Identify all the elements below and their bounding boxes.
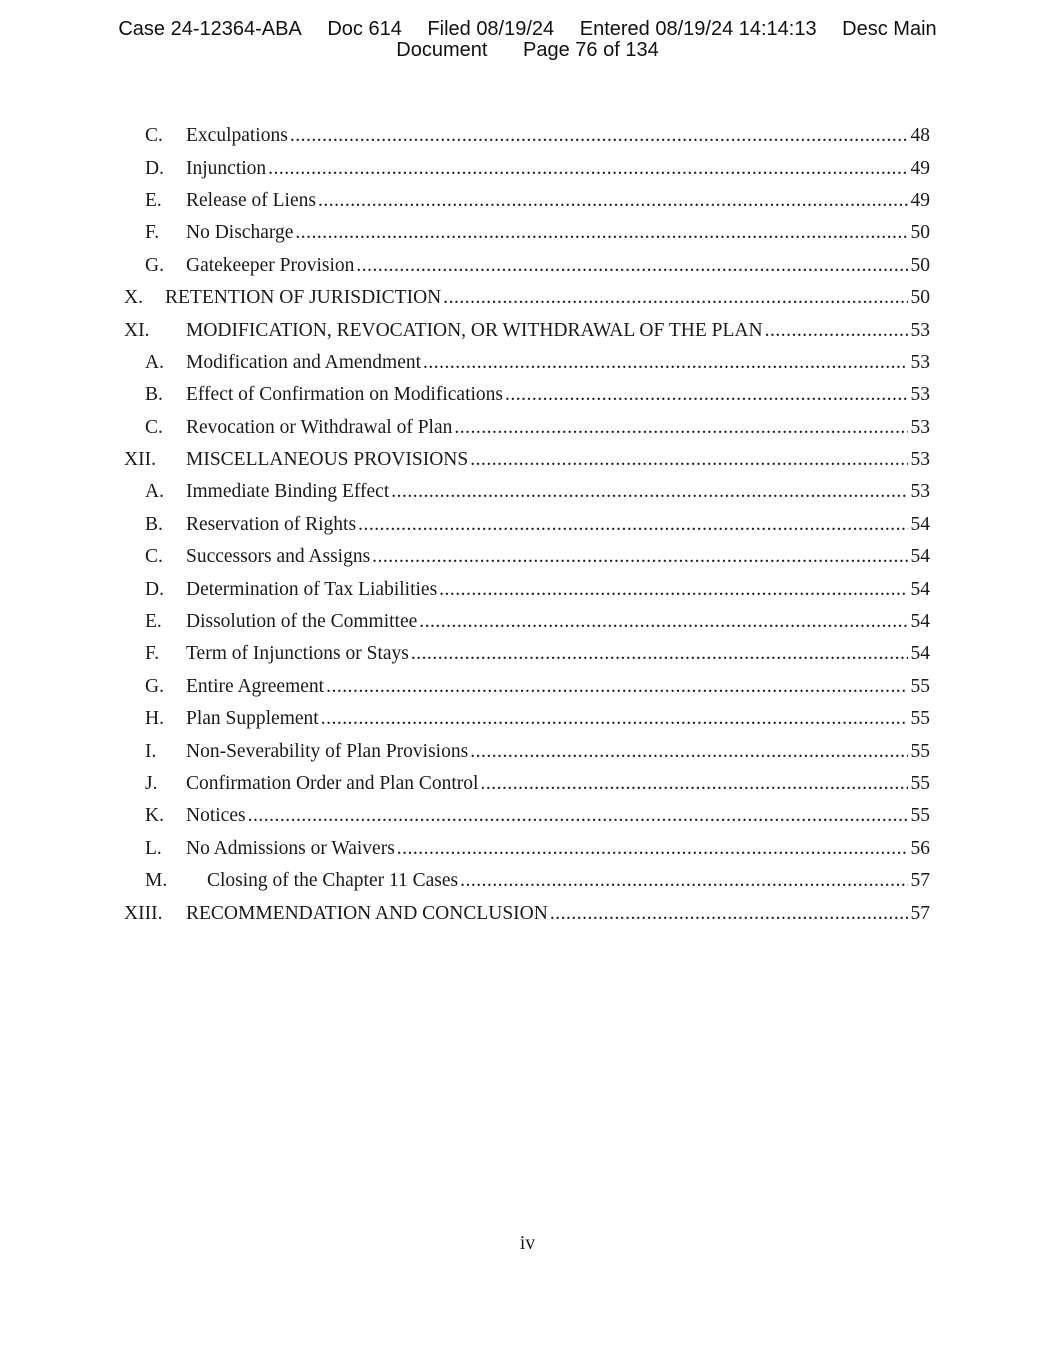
desc-label: Desc Main	[842, 18, 937, 40]
toc-entry-page: 49	[910, 189, 930, 211]
toc-entry	[124, 800, 930, 832]
toc-dot-leader	[443, 287, 907, 309]
toc-entry-title: Term of Injunctions or Stays	[186, 643, 409, 665]
toc-entry-title: MODIFICATION, REVOCATION, OR WITHDRAWAL OF THE PLAN	[186, 319, 763, 341]
header-line-2	[0, 40, 1055, 61]
toc-entry	[124, 638, 930, 670]
toc-dot-leader	[356, 255, 907, 277]
court-filing-header	[0, 19, 1055, 61]
toc-entry-number: A.	[145, 481, 164, 503]
toc-entry	[124, 120, 930, 152]
document-label: Document	[396, 39, 488, 61]
toc-entry	[124, 606, 930, 638]
case-number: Case 24-12364-ABA	[118, 18, 302, 40]
toc-dot-leader	[391, 481, 907, 503]
page-count: Page 76 of 134	[523, 39, 659, 61]
toc-entry	[124, 541, 930, 573]
toc-section	[124, 897, 930, 929]
toc-dot-leader	[550, 903, 908, 925]
toc-entry-title: Non-Severability of Plan Provisions	[186, 740, 469, 762]
toc-dot-leader	[439, 579, 907, 601]
toc-entry-title: Exculpations	[186, 125, 288, 147]
toc-entry-page: 53	[910, 449, 930, 471]
toc-entry-title: Reservation of Rights	[186, 513, 357, 535]
toc-entry-page: 55	[910, 740, 930, 762]
toc-entry-number: E.	[145, 189, 162, 211]
toc-entry-page: 53	[910, 351, 930, 373]
toc-entry-number: G.	[145, 675, 164, 697]
entered-date: Entered 08/19/24 14:14:13	[579, 18, 817, 40]
toc-entry-number: M.	[145, 870, 168, 892]
toc-entry-title: RECOMMENDATION AND CONCLUSION	[186, 902, 548, 924]
toc-dot-leader	[321, 708, 908, 730]
doc-number: Doc 614	[327, 18, 402, 40]
toc-entry-title: No Discharge	[186, 222, 294, 244]
toc-dot-leader	[470, 449, 907, 471]
toc-dot-leader	[248, 805, 908, 827]
toc-dot-leader	[423, 352, 907, 374]
toc-dot-leader	[454, 417, 907, 439]
toc-entry-title: Notices	[186, 805, 246, 827]
toc-entry-page: 48	[910, 125, 930, 147]
toc-entry	[124, 865, 930, 897]
toc-entry-page: 54	[910, 643, 930, 665]
toc-entry-number: D.	[145, 578, 164, 600]
toc-entry-number: C.	[145, 546, 163, 568]
toc-dot-leader	[505, 384, 908, 406]
toc-dot-leader	[268, 158, 907, 180]
toc-entry	[124, 833, 930, 865]
toc-entry-number: X.	[124, 287, 143, 309]
toc-entry-number: H.	[145, 708, 164, 730]
toc-dot-leader	[358, 514, 907, 536]
filed-date: Filed 08/19/24	[427, 18, 555, 40]
toc-entry-number: XI.	[124, 319, 150, 341]
toc-entry-number: XIII.	[124, 902, 163, 924]
toc-section	[124, 444, 930, 476]
toc-entry-number: F.	[145, 222, 160, 244]
toc-entry-page: 53	[910, 384, 930, 406]
toc-entry	[124, 703, 930, 735]
toc-entry-page: 55	[910, 773, 930, 794]
toc-entry-page: 57	[910, 902, 930, 924]
toc-entry	[124, 573, 930, 605]
toc-entry-title: Modification and Amendment	[186, 351, 422, 373]
toc-entry-title: Revocation or Withdrawal of Plan	[186, 416, 453, 438]
toc-entry-title: Gatekeeper Provision	[186, 254, 355, 276]
toc-entry	[124, 152, 930, 184]
toc-entry-title: Confirmation Order and Plan Control	[186, 773, 479, 794]
toc-entry-page: 53	[910, 481, 930, 503]
toc-entry-number: G.	[145, 254, 164, 276]
toc-dot-leader	[411, 643, 908, 665]
page-number-footer: iv	[519, 1233, 536, 1254]
toc-entry-page: 55	[910, 708, 930, 730]
toc-entry-page: 49	[910, 157, 930, 179]
toc-entry	[124, 671, 930, 703]
toc-dot-leader	[372, 546, 907, 568]
toc-entry	[124, 768, 930, 800]
toc-entry	[124, 347, 930, 379]
toc-entry-title: Immediate Binding Effect	[186, 481, 390, 503]
toc-entry-number: XII.	[124, 449, 156, 471]
toc-section	[124, 282, 930, 314]
toc-entry-title: RETENTION OF JURISDICTION	[165, 287, 442, 309]
toc-entry-number: L.	[145, 837, 162, 859]
toc-entry-page: 55	[910, 805, 930, 827]
toc-entry	[124, 509, 930, 541]
toc-entry-number: E.	[145, 611, 162, 633]
toc-entry-title: No Admissions or Waivers	[186, 837, 395, 859]
toc-dot-leader	[765, 320, 908, 342]
toc-entry	[124, 379, 930, 411]
toc-entry-page: 50	[910, 287, 930, 309]
header-line-1	[0, 19, 1055, 40]
toc-entry-page: 50	[910, 222, 930, 244]
toc-entry-page: 54	[910, 611, 930, 633]
toc-entry-title: MISCELLANEOUS PROVISIONS	[186, 449, 469, 471]
toc-entry-number: A.	[145, 351, 164, 373]
toc-entry	[124, 476, 930, 508]
toc-dot-leader	[318, 190, 908, 212]
toc-entry-title: Effect of Confirmation on Modifications	[186, 384, 503, 406]
toc-section	[124, 314, 930, 346]
toc-entry-number: C.	[145, 416, 163, 438]
toc-entry-page: 53	[910, 416, 930, 438]
toc-entry-title: Dissolution of the Committee	[186, 611, 418, 633]
toc-entry	[124, 185, 930, 217]
toc-entry-page: 54	[910, 546, 930, 568]
toc-entry-page: 50	[910, 254, 930, 276]
toc-entry-title: Successors and Assigns	[186, 546, 371, 568]
toc-dot-leader	[470, 741, 907, 763]
toc-entry-number: C.	[145, 125, 163, 147]
toc-dot-leader	[397, 838, 908, 860]
toc-entry-title: Plan Supplement	[186, 708, 319, 730]
toc-entry	[124, 250, 930, 282]
toc-dot-leader	[460, 870, 907, 892]
table-of-contents	[124, 120, 930, 930]
toc-entry-number: I.	[145, 740, 157, 762]
toc-entry-page: 54	[910, 513, 930, 535]
toc-entry-number: D.	[145, 157, 164, 179]
toc-dot-leader	[480, 773, 907, 795]
toc-entry-title: Injunction	[186, 157, 267, 179]
toc-entry-number: J.	[145, 773, 158, 794]
toc-entry-page: 53	[910, 319, 930, 341]
toc-entry-number: K.	[145, 805, 164, 827]
toc-entry-title: Release of Liens	[186, 189, 316, 211]
toc-entry	[124, 735, 930, 767]
toc-entry	[124, 217, 930, 249]
toc-entry-title: Determination of Tax Liabilities	[186, 578, 438, 600]
toc-entry-number: B.	[145, 384, 163, 406]
toc-entry-page: 57	[910, 870, 930, 892]
toc-entry-title: Closing of the Chapter 11 Cases	[207, 870, 459, 892]
toc-dot-leader	[295, 222, 907, 244]
toc-entry-page: 56	[910, 837, 930, 859]
toc-dot-leader	[419, 611, 907, 633]
toc-entry-number: F.	[145, 643, 160, 665]
toc-entry-page: 55	[910, 675, 930, 697]
toc-entry	[124, 412, 930, 444]
toc-entry-title: Entire Agreement	[186, 675, 325, 697]
toc-dot-leader	[290, 125, 908, 147]
toc-entry-page: 54	[910, 578, 930, 600]
toc-dot-leader	[326, 676, 907, 698]
toc-entry-number: B.	[145, 513, 163, 535]
